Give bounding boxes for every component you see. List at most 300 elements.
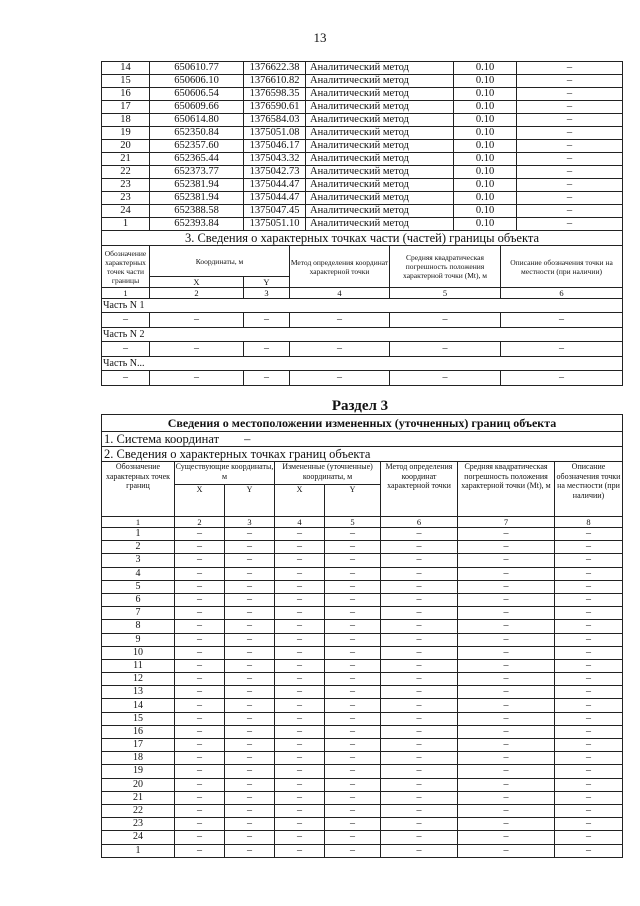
table-row xyxy=(102,153,623,166)
empty-value: – xyxy=(325,646,381,659)
empty-value: – xyxy=(175,699,225,712)
method: Аналитический метод xyxy=(306,127,454,140)
empty-value: – xyxy=(555,712,623,725)
table-row xyxy=(102,192,623,205)
empty-value: – xyxy=(458,818,555,831)
coord-x: 650610.77 xyxy=(150,62,244,75)
empty-value: – xyxy=(381,554,458,567)
empty-value: – xyxy=(381,541,458,554)
empty-value: – xyxy=(275,844,325,857)
header-y: Y xyxy=(225,485,275,517)
coord-y: 1375046.17 xyxy=(244,140,306,153)
point-number: 10 xyxy=(102,646,175,659)
empty-value: – xyxy=(275,620,325,633)
empty-value: – xyxy=(555,593,623,606)
empty-value: – xyxy=(325,541,381,554)
empty-value: – xyxy=(555,633,623,646)
part-label-row xyxy=(102,299,623,313)
point-number: 15 xyxy=(102,712,175,725)
section3-title: 3. Сведения о характерных точках части (частей) границы объекта xyxy=(102,231,623,246)
point-number: 5 xyxy=(102,580,175,593)
empty-value: – xyxy=(458,686,555,699)
empty-value: – xyxy=(225,739,275,752)
col-number: 1 xyxy=(102,517,175,528)
accuracy: 0.10 xyxy=(454,88,517,101)
empty-value: – xyxy=(150,342,244,357)
point-number: 16 xyxy=(102,88,150,101)
method: Аналитический метод xyxy=(306,192,454,205)
empty-value: – xyxy=(458,831,555,844)
point-number: 3 xyxy=(102,554,175,567)
empty-value: – xyxy=(381,686,458,699)
empty-value: – xyxy=(381,620,458,633)
empty-value: – xyxy=(555,818,623,831)
point-number: 14 xyxy=(102,62,150,75)
coord-x: 652373.77 xyxy=(150,166,244,179)
accuracy: 0.10 xyxy=(454,153,517,166)
empty-value: – xyxy=(175,633,225,646)
empty-value: – xyxy=(381,528,458,541)
empty-value: – xyxy=(325,554,381,567)
empty-value: – xyxy=(458,541,555,554)
empty-value: – xyxy=(501,342,623,357)
empty-value: – xyxy=(381,725,458,738)
empty-value: – xyxy=(555,659,623,672)
coord-y: 1375051.08 xyxy=(244,127,306,140)
empty-value: – xyxy=(225,686,275,699)
point-number: 1 xyxy=(102,844,175,857)
table-row xyxy=(102,554,623,567)
empty-value: – xyxy=(175,765,225,778)
empty-value: – xyxy=(325,725,381,738)
empty-value: – xyxy=(555,752,623,765)
empty-value: – xyxy=(275,659,325,672)
empty-value: – xyxy=(150,371,244,386)
empty-value: – xyxy=(325,686,381,699)
empty-value: – xyxy=(225,818,275,831)
boundary-points-table xyxy=(101,61,623,386)
section2-title: 2. Сведения о характерных точках границ объекта xyxy=(102,447,623,462)
empty-value: – xyxy=(275,541,325,554)
empty-value: – xyxy=(275,791,325,804)
empty-value: – xyxy=(458,633,555,646)
empty-value: – xyxy=(458,739,555,752)
point-number: 16 xyxy=(102,725,175,738)
empty-value: – xyxy=(175,593,225,606)
method: Аналитический метод xyxy=(306,140,454,153)
empty-value: – xyxy=(225,712,275,725)
empty-value: – xyxy=(458,725,555,738)
empty-value: – xyxy=(225,699,275,712)
empty-value: – xyxy=(381,765,458,778)
empty-value: – xyxy=(555,725,623,738)
empty-value: – xyxy=(555,804,623,817)
table-row xyxy=(102,75,623,88)
point-number: 23 xyxy=(102,192,150,205)
empty-value: – xyxy=(458,804,555,817)
method: Аналитический метод xyxy=(306,153,454,166)
description: – xyxy=(517,166,623,179)
coord-x: 652357.60 xyxy=(150,140,244,153)
empty-value: – xyxy=(501,313,623,328)
empty-value: – xyxy=(275,765,325,778)
col-number: 8 xyxy=(555,517,623,528)
empty-value: – xyxy=(458,699,555,712)
table-row xyxy=(102,179,623,192)
coord-x: 652365.44 xyxy=(150,153,244,166)
method: Аналитический метод xyxy=(306,62,454,75)
table-row xyxy=(102,818,623,831)
header-designation: Обозначение характерных точек границ xyxy=(102,462,175,517)
col-number: 5 xyxy=(390,288,501,299)
empty-value: – xyxy=(225,593,275,606)
empty-value: – xyxy=(225,528,275,541)
table-row xyxy=(102,541,623,554)
accuracy: 0.10 xyxy=(454,166,517,179)
empty-value: – xyxy=(555,580,623,593)
empty-value: – xyxy=(275,739,325,752)
coord-x: 652381.94 xyxy=(150,179,244,192)
empty-value: – xyxy=(325,712,381,725)
coord-x: 652350.84 xyxy=(150,127,244,140)
point-number: 23 xyxy=(102,818,175,831)
coord-system-value: – xyxy=(244,432,251,446)
empty-value: – xyxy=(275,752,325,765)
empty-value: – xyxy=(555,646,623,659)
empty-value: – xyxy=(225,580,275,593)
empty-value: – xyxy=(458,752,555,765)
part-label: Часть N... xyxy=(102,357,623,371)
part-label: Часть N 1 xyxy=(102,299,623,313)
empty-value: – xyxy=(225,554,275,567)
description: – xyxy=(517,218,623,231)
empty-value: – xyxy=(458,620,555,633)
empty-value: – xyxy=(381,659,458,672)
empty-value: – xyxy=(325,528,381,541)
description: – xyxy=(517,75,623,88)
table-row xyxy=(102,831,623,844)
table-row xyxy=(102,580,623,593)
description: – xyxy=(517,205,623,218)
empty-value: – xyxy=(225,752,275,765)
col-number: 1 xyxy=(102,288,150,299)
empty-value: – xyxy=(381,580,458,593)
accuracy: 0.10 xyxy=(454,205,517,218)
accuracy: 0.10 xyxy=(454,127,517,140)
header-method: Метод определения координат характерной точки xyxy=(290,246,390,288)
empty-value: – xyxy=(458,554,555,567)
table-row xyxy=(102,114,623,127)
part-label: Часть N 2 xyxy=(102,328,623,342)
empty-value: – xyxy=(175,739,225,752)
empty-value: – xyxy=(555,528,623,541)
empty-value: – xyxy=(325,620,381,633)
point-number: 19 xyxy=(102,127,150,140)
empty-value: – xyxy=(555,831,623,844)
empty-value: – xyxy=(381,818,458,831)
empty-value: – xyxy=(381,673,458,686)
point-number: 22 xyxy=(102,166,150,179)
empty-value: – xyxy=(501,371,623,386)
empty-value: – xyxy=(175,712,225,725)
empty-value: – xyxy=(175,686,225,699)
table-row xyxy=(102,88,623,101)
table-row xyxy=(102,62,623,75)
page-number: 13 xyxy=(313,30,327,45)
empty-value: – xyxy=(275,528,325,541)
empty-value: – xyxy=(175,725,225,738)
empty-value: – xyxy=(275,725,325,738)
empty-value: – xyxy=(555,844,623,857)
empty-value: – xyxy=(381,791,458,804)
point-number: 22 xyxy=(102,804,175,817)
empty-value: – xyxy=(175,646,225,659)
empty-value: – xyxy=(175,844,225,857)
method: Аналитический метод xyxy=(306,101,454,114)
coord-y: 1375043.32 xyxy=(244,153,306,166)
empty-value: – xyxy=(175,620,225,633)
table-row xyxy=(102,725,623,738)
description: – xyxy=(517,140,623,153)
header-y: Y xyxy=(325,485,381,517)
header-x: X xyxy=(175,485,225,517)
empty-value: – xyxy=(175,778,225,791)
empty-value: – xyxy=(275,567,325,580)
empty-value: – xyxy=(175,580,225,593)
header-accuracy: Средняя квадратическая погрешность положения характерной точки (Mt), м xyxy=(390,246,501,288)
point-number: 23 xyxy=(102,179,150,192)
part-dash-row xyxy=(102,342,623,357)
empty-value: – xyxy=(175,528,225,541)
empty-value: – xyxy=(458,712,555,725)
empty-value: – xyxy=(175,673,225,686)
empty-value: – xyxy=(225,804,275,817)
part-dash-row xyxy=(102,313,623,328)
col-number: 3 xyxy=(225,517,275,528)
empty-value: – xyxy=(225,541,275,554)
point-number: 18 xyxy=(102,114,150,127)
empty-value: – xyxy=(555,739,623,752)
empty-value: – xyxy=(458,673,555,686)
coord-x: 652388.58 xyxy=(150,205,244,218)
point-number: 13 xyxy=(102,686,175,699)
coord-y: 1376598.35 xyxy=(244,88,306,101)
table-row xyxy=(102,218,623,231)
empty-value: – xyxy=(458,528,555,541)
empty-value: – xyxy=(225,765,275,778)
empty-value: – xyxy=(175,818,225,831)
empty-value: – xyxy=(175,607,225,620)
empty-value: – xyxy=(275,593,325,606)
empty-value: – xyxy=(325,778,381,791)
accuracy: 0.10 xyxy=(454,62,517,75)
empty-value: – xyxy=(175,659,225,672)
empty-value: – xyxy=(325,765,381,778)
table-row xyxy=(102,712,623,725)
empty-value: – xyxy=(275,633,325,646)
empty-value: – xyxy=(325,673,381,686)
coord-system-label: 1. Система координат xyxy=(104,432,220,446)
empty-value: – xyxy=(225,831,275,844)
empty-value: – xyxy=(325,752,381,765)
empty-value: – xyxy=(458,646,555,659)
part-label-row xyxy=(102,357,623,371)
accuracy: 0.10 xyxy=(454,192,517,205)
point-number: 2 xyxy=(102,541,175,554)
empty-value: – xyxy=(275,554,325,567)
table-row xyxy=(102,659,623,672)
table-row xyxy=(102,739,623,752)
table-row xyxy=(102,593,623,606)
empty-value: – xyxy=(175,567,225,580)
table-row xyxy=(102,699,623,712)
empty-value: – xyxy=(150,313,244,328)
empty-value: – xyxy=(555,765,623,778)
method: Аналитический метод xyxy=(306,88,454,101)
empty-value: – xyxy=(381,804,458,817)
method: Аналитический метод xyxy=(306,75,454,88)
empty-value: – xyxy=(225,725,275,738)
empty-value: – xyxy=(325,699,381,712)
coord-y: 1376622.38 xyxy=(244,62,306,75)
empty-value: – xyxy=(275,712,325,725)
empty-value: – xyxy=(325,844,381,857)
section-heading: Раздел 3 xyxy=(331,398,389,414)
header-x: X xyxy=(150,277,244,288)
table-row xyxy=(102,607,623,620)
empty-value: – xyxy=(175,791,225,804)
empty-value: – xyxy=(102,371,150,386)
empty-value: – xyxy=(555,620,623,633)
col-number: 4 xyxy=(275,517,325,528)
empty-value: – xyxy=(325,818,381,831)
coord-system-row xyxy=(102,432,623,447)
point-number: 19 xyxy=(102,765,175,778)
empty-value: – xyxy=(390,313,501,328)
coord-x: 652381.94 xyxy=(150,192,244,205)
table-row xyxy=(102,778,623,791)
col-number: 2 xyxy=(150,288,244,299)
table-row xyxy=(102,140,623,153)
table-row xyxy=(102,101,623,114)
empty-value: – xyxy=(458,791,555,804)
empty-value: – xyxy=(225,646,275,659)
empty-value: – xyxy=(325,580,381,593)
table-row xyxy=(102,752,623,765)
empty-value: – xyxy=(381,593,458,606)
method: Аналитический метод xyxy=(306,166,454,179)
point-number: 24 xyxy=(102,205,150,218)
empty-value: – xyxy=(555,541,623,554)
empty-value: – xyxy=(225,659,275,672)
description: – xyxy=(517,114,623,127)
description: – xyxy=(517,127,623,140)
table-row xyxy=(102,844,623,857)
coord-y: 1376610.82 xyxy=(244,75,306,88)
empty-value: – xyxy=(555,554,623,567)
empty-value: – xyxy=(325,633,381,646)
empty-value: – xyxy=(458,593,555,606)
empty-value: – xyxy=(275,818,325,831)
empty-value: – xyxy=(381,739,458,752)
empty-value: – xyxy=(458,567,555,580)
coord-x: 650606.54 xyxy=(150,88,244,101)
empty-value: – xyxy=(225,633,275,646)
empty-value: – xyxy=(102,342,150,357)
empty-value: – xyxy=(175,804,225,817)
empty-value: – xyxy=(381,607,458,620)
empty-value: – xyxy=(225,673,275,686)
table-row xyxy=(102,620,623,633)
empty-value: – xyxy=(175,752,225,765)
empty-value: – xyxy=(225,791,275,804)
point-number: 21 xyxy=(102,153,150,166)
table-row xyxy=(102,791,623,804)
accuracy: 0.10 xyxy=(454,218,517,231)
empty-value: – xyxy=(275,580,325,593)
coord-x: 650606.10 xyxy=(150,75,244,88)
empty-value: – xyxy=(325,791,381,804)
header-x: X xyxy=(275,485,325,517)
table-row xyxy=(102,686,623,699)
empty-value: – xyxy=(275,686,325,699)
empty-value: – xyxy=(325,739,381,752)
description: – xyxy=(517,62,623,75)
empty-value: – xyxy=(381,567,458,580)
empty-value: – xyxy=(381,778,458,791)
description: – xyxy=(517,153,623,166)
empty-value: – xyxy=(458,607,555,620)
method: Аналитический метод xyxy=(306,218,454,231)
empty-value: – xyxy=(244,342,290,357)
empty-value: – xyxy=(325,567,381,580)
empty-value: – xyxy=(555,673,623,686)
accuracy: 0.10 xyxy=(454,140,517,153)
description: – xyxy=(517,88,623,101)
empty-value: – xyxy=(390,371,501,386)
empty-value: – xyxy=(555,699,623,712)
header-y: Y xyxy=(244,277,290,288)
table-row xyxy=(102,646,623,659)
empty-value: – xyxy=(290,342,390,357)
empty-value: – xyxy=(458,580,555,593)
changed-boundaries-table xyxy=(101,414,623,858)
table-row xyxy=(102,673,623,686)
empty-value: – xyxy=(225,778,275,791)
header-description: Описание обозначения точки на местности (при наличии) xyxy=(555,462,623,517)
table-title: Сведения о местоположении измененных (уточненных) границ объекта xyxy=(102,415,623,432)
method: Аналитический метод xyxy=(306,205,454,218)
empty-value: – xyxy=(275,804,325,817)
empty-value: – xyxy=(381,844,458,857)
empty-value: – xyxy=(290,313,390,328)
empty-value: – xyxy=(325,593,381,606)
col-number: 4 xyxy=(290,288,390,299)
point-number: 8 xyxy=(102,620,175,633)
header-designation: Обозначение характерных точек части границы xyxy=(102,246,150,288)
coord-y: 1376584.03 xyxy=(244,114,306,127)
empty-value: – xyxy=(555,686,623,699)
point-number: 17 xyxy=(102,739,175,752)
table-row xyxy=(102,804,623,817)
empty-value: – xyxy=(555,567,623,580)
coord-y: 1375051.10 xyxy=(244,218,306,231)
empty-value: – xyxy=(275,673,325,686)
empty-value: – xyxy=(175,554,225,567)
part-label-row xyxy=(102,328,623,342)
empty-value: – xyxy=(225,620,275,633)
empty-value: – xyxy=(225,607,275,620)
